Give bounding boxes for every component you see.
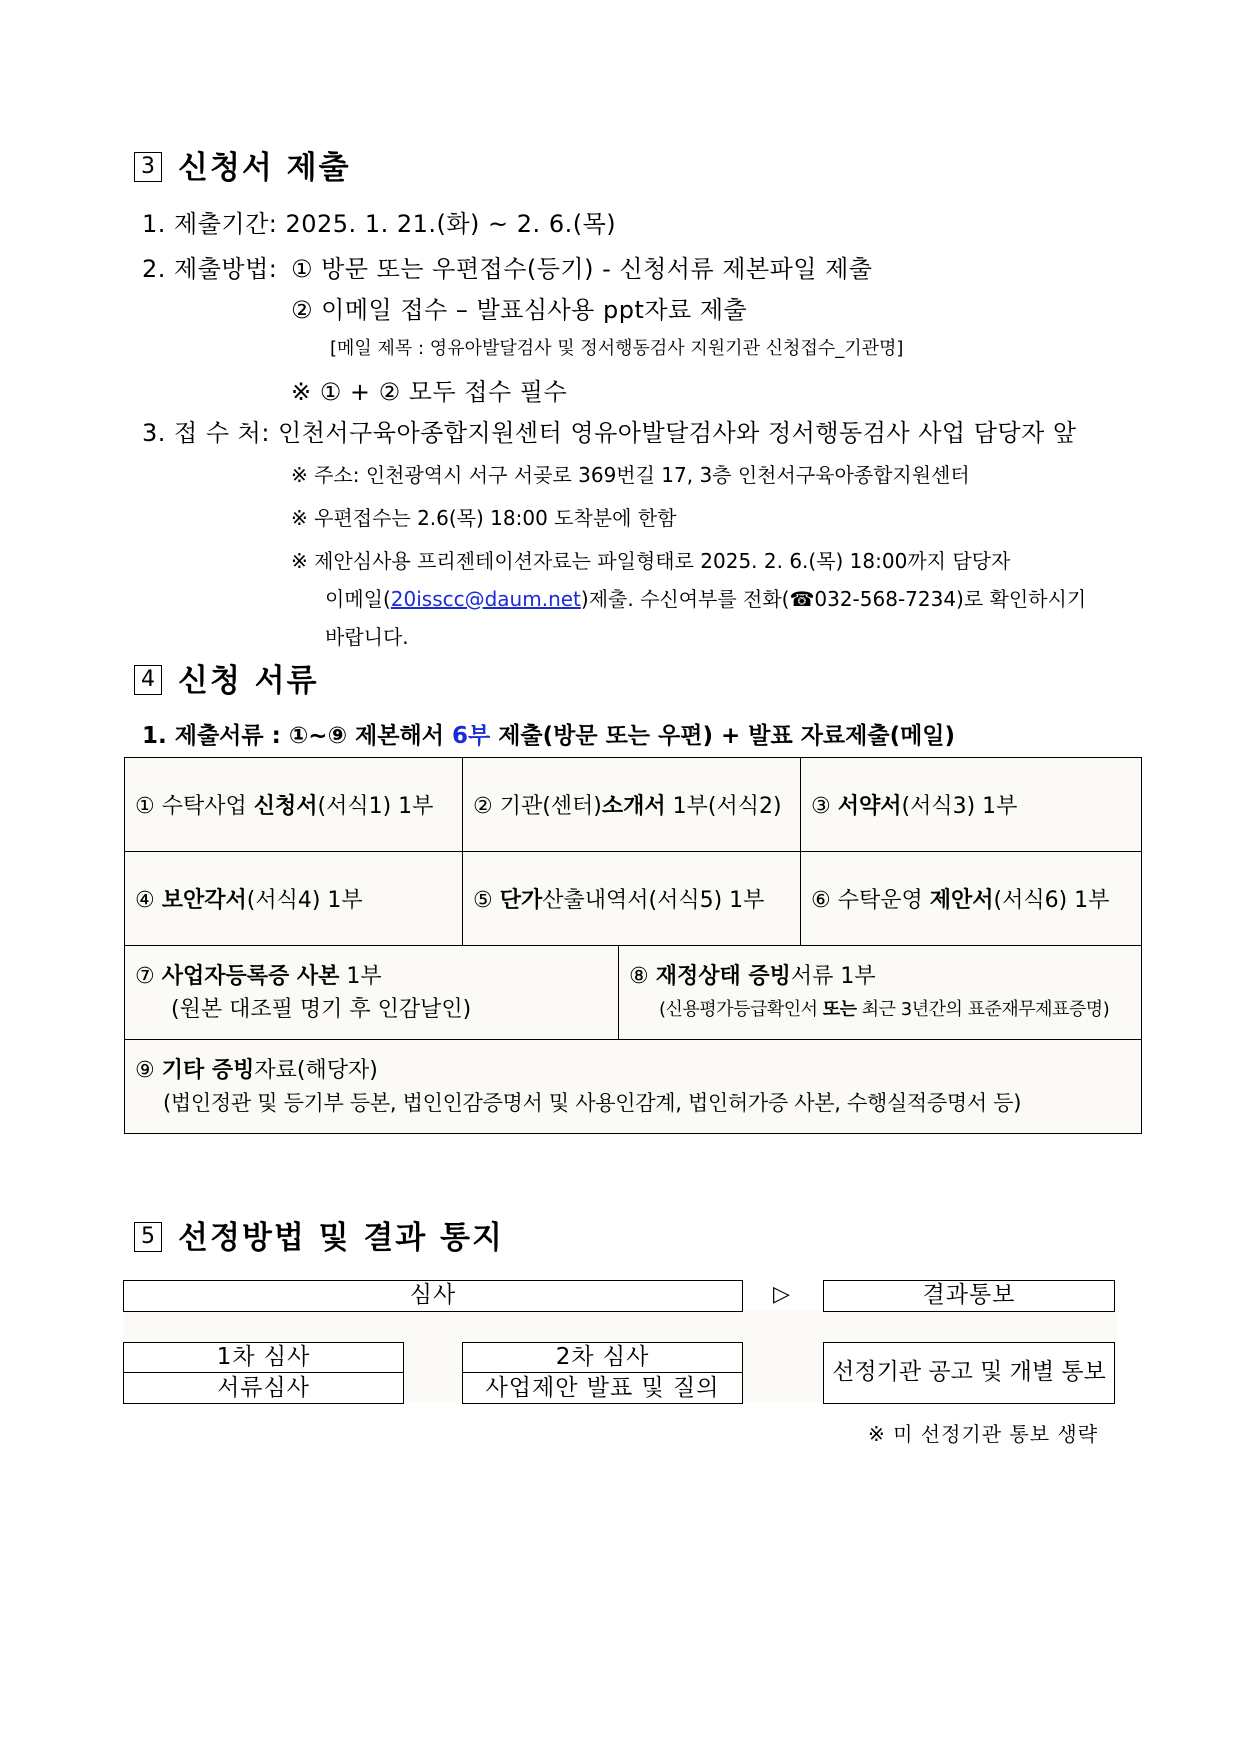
arrow-icon: ▷	[773, 1282, 790, 1307]
post-deadline-note: ※ 우편접수는 2.6(목) 18:00 도착분에 한함	[291, 506, 677, 530]
email-prefix: 이메일(	[325, 587, 391, 611]
section-3-number: 3	[134, 152, 162, 182]
documents-summary-post: 제출(방문 또는 우편) + 발표 자료제출(메일)	[490, 723, 956, 749]
notification-box: 선정기관 공고 및 개별 통보	[823, 1342, 1115, 1404]
doc-cell-7-detail: (원본 대조필 명기 후 인감날인)	[171, 996, 472, 1022]
submission-method-option-1: ① 방문 또는 우편접수(등기) - 신청서류 제본파일 제출	[291, 255, 873, 283]
reception-place: 3. 접 수 처: 인천서구육아종합지원센터 영유아발달검사와 정서행동검사 사업 담당자 앞	[142, 419, 1077, 447]
submission-method-option-2: ② 이메일 접수 – 발표심사용 ppt자료 제출	[291, 296, 748, 324]
doc-cell-9: ⑨ 기타 증빙자료(해당자) (법인정관 및 등기부 등본, 법인인감증명서 및 사용인감계, 법인허가증 사본, 수행실적증명서 등)	[125, 1040, 1142, 1134]
second-review-title: 2차 심사	[463, 1343, 742, 1373]
second-review-detail: 사업제안 발표 및 질의	[485, 1375, 720, 1401]
doc-cell-1: ① 수탁사업 신청서(서식1) 1부	[125, 758, 463, 852]
first-review-detail: 서류심사	[217, 1375, 310, 1401]
email-suffix: )제출. 수신여부를 전화(☎032-568-7234)로 확인하시기	[580, 587, 1087, 611]
doc-cell-8: ⑧ 재정상태 증빙서류 1부 (신용평가등급확인서 또는 최근 3년간의 표준재무제표증명)	[619, 946, 1142, 1040]
contact-email-link[interactable]: 20isscc@daum.net	[390, 587, 581, 611]
submission-period: 1. 제출기간: 2025. 1. 21.(화) ~ 2. 6.(목)	[142, 210, 617, 238]
address-note: ※ 주소: 인천광역시 서구 서곶로 369번길 17, 3층 인천서구육아종합지원센터	[291, 463, 970, 487]
second-review-box	[462, 1342, 743, 1404]
section-3-heading	[134, 142, 351, 187]
section-3-title: 신청서 제출	[178, 150, 351, 186]
first-review-box	[123, 1342, 404, 1404]
section-5-heading	[134, 1212, 504, 1257]
presentation-note-line-2	[325, 583, 1086, 612]
section-4-number: 4	[134, 665, 162, 695]
doc-cell-4: ④ 보안각서(서식4) 1부	[125, 852, 463, 946]
mail-title-format: [메일 제목 : 영유아발달검사 및 정서행동검사 지원기관 신청접수_기관명]	[330, 338, 904, 359]
non-selection-footnote: ※ 미 선정기관 통보 생략	[868, 1422, 1099, 1446]
section-5-number: 5	[134, 1222, 162, 1252]
doc-cell-5: ⑤ 단가산출내역서(서식5) 1부	[463, 852, 801, 946]
presentation-note-line-1: ※ 제안심사용 프리젠테이션자료는 파일형태로 2025. 2. 6.(목) 18:00까지 담당자	[291, 549, 1011, 573]
result-header-box: 결과통보	[823, 1280, 1115, 1312]
documents-summary-pre: 1. 제출서류 : ①~⑨ 제본해서	[142, 723, 452, 749]
section-4-heading	[134, 655, 319, 700]
submission-method-label: 2. 제출방법:	[142, 255, 278, 283]
documents-copy-count: 6부	[451, 723, 491, 749]
first-review-title: 1차 심사	[124, 1343, 403, 1373]
doc-cell-6: ⑥ 수탁운영 제안서(서식6) 1부	[801, 852, 1142, 946]
required-note: ※ ① + ② 모두 접수 필수	[291, 378, 568, 406]
documents-summary	[142, 717, 955, 750]
review-header-box: 심사	[123, 1280, 743, 1312]
section-5-title: 선정방법 및 결과 통지	[178, 1220, 504, 1256]
doc-cell-2: ② 기관(센터)소개서 1부(서식2)	[463, 758, 801, 852]
presentation-note-line-3: 바랍니다.	[325, 625, 409, 649]
documents-table	[124, 757, 1142, 1134]
doc-cell-8-detail: (신용평가등급확인서 또는 최근 3년간의 표준재무제표증명)	[659, 998, 1110, 1020]
doc-cell-9-detail: (법인정관 및 등기부 등본, 법인인감증명서 및 사용인감계, 법인허가증 사본, 수행실적증명서 등)	[163, 1090, 1022, 1115]
doc-cell-3: ③ 서약서(서식3) 1부	[801, 758, 1142, 852]
doc-cell-7: ⑦ 사업자등록증 사본 1부 (원본 대조필 명기 후 인감날인)	[125, 946, 619, 1040]
section-4-title: 신청 서류	[178, 663, 319, 699]
